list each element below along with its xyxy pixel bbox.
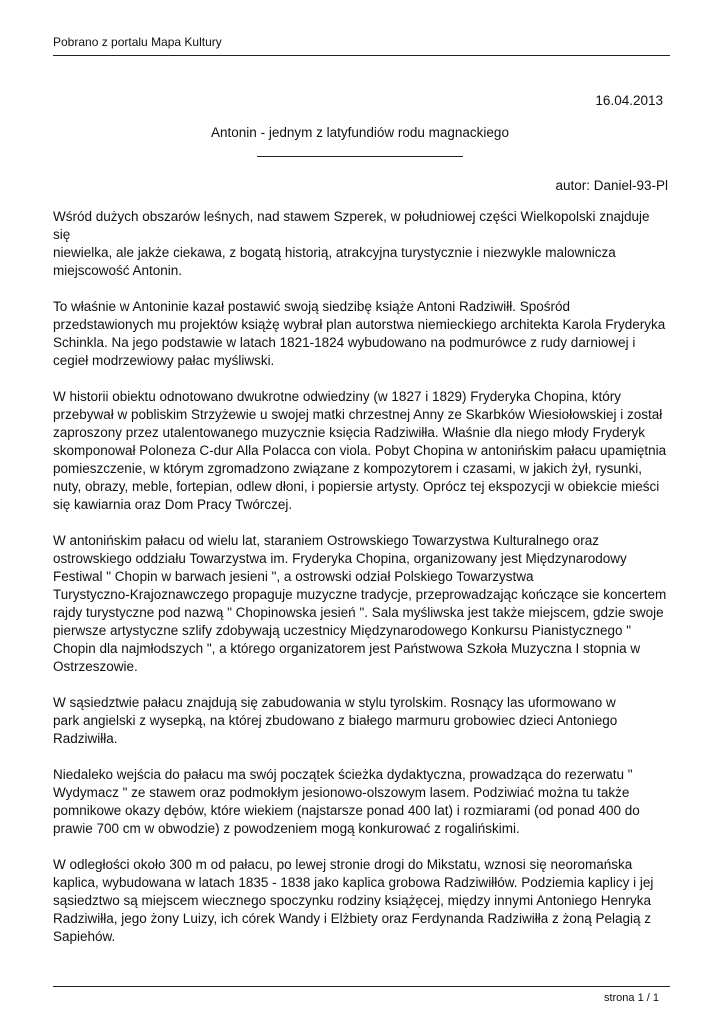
title-divider xyxy=(257,156,463,157)
footer-divider xyxy=(53,986,670,987)
paragraph-chapel: W odległości około 300 m od pałacu, po lewej stronie drogi do Mikstatu, wznosi się neoromańska kaplica, wybudowana w latach 1835 - 1838 jako kaplica grobowa Radziwiłłów. Podziemia kaplicy i jej sąsiedztwo są miejscem wiecznego spoczynku rodziny książęcej, między innymi Antoniego Henryka Radziwiłła, jego żony Luizy, ich córek Wandy i Elżbiety oraz Ferdynanda Radziwiłła z żoną Pelagią z Sapiehów. xyxy=(53,857,654,944)
paragraph-chopin-visits: W historii obiektu odnotowano dwukrotne odwiedziny (w 1827 i 1829) Fryderyka Chopina, który przebywał w pobliskim Strzyżewie u swojej matki chrzestnej Anny ze Skarbków Wiesiołowskiej i został zaproszony przez utalentowanego muzycznie księcia Radziwiłła. Właśnie dla niego młody Fryderyk skomponował Poloneza C-dur Alla Polacca con viola. Pobyt Chopina w antonińskim pałacu upamiętnia pomieszczenie, w którym zgromadzono związane z kompozytorem i czasami, w jakich żył, rysunki, nuty, obrazy, meble, fortepian, odlew dłoni, i popiersie artysty. Oprócz tej ekspozycji w obiekcie mieści się kawiarnia oraz Dom Pracy Twórczej. xyxy=(53,389,667,512)
paragraph-tyrolean-buildings: W sąsiedztwie pałacu znajdują się zabudowania w stylu tyrolskim. Rosnący las uformowano w park angielski z wysepką, na której zbudowano z białego marmuru grobowiec dzieci Antoniego Radziwiłła. xyxy=(53,695,618,746)
page-number: strona 1 / 1 xyxy=(603,992,659,1004)
header-divider xyxy=(53,55,670,56)
document-author: autor: Daniel-93-Pl xyxy=(555,178,668,193)
document-date: 16.04.2013 xyxy=(595,93,663,108)
article-body xyxy=(53,208,670,964)
header-source-label: Pobrano z portalu Mapa Kultury xyxy=(53,35,222,49)
paragraph-festival: W antonińskim pałacu od wielu lat, staraniem Ostrowskiego Towarzystwa Kulturalnego oraz ostrowskiego oddziału Towarzystwa im. Fryderyka Chopina, organizowany jest Międzynarodowy Festiwal " Chopin w barwach jesieni ", a ostrowski odział Polskiego Towarzystwa Turystyczno-Krajoznawczego propaguje muzyczne tradycje, przeprowadzając kończące sie koncertem rajdy turystyczne pod nazwą " Chopinowska jesień ". Sala myśliwska jest także miejscem, gdzie swoje pierwsze artystyczne szlify zdobywają uczestnicy Międzynarodowego Konkursu Pianistycznego " Chopin dla najmłodszych ", a którego organizatorem jest Państwowa Szkoła Muzyczna I stopnia w Ostrzeszowie. xyxy=(53,533,667,674)
paragraph-palace-origin: To właśnie w Antoninie kazał postawić swoją siedzibę książe Antoni Radziwiłł. Spośród przedstawionych mu projektów książę wybrał plan autorstwa niemieckiego architekta Karola Fryderyka Schinkla. Na jego podstawie w latach 1821-1824 wybudowano na podmurówce z rudy darniowej i cegieł modrzewiowy pałac myśliwski. xyxy=(53,299,666,368)
paragraph-nature-trail: Niedaleko wejścia do pałacu ma swój początek ścieżka dydaktyczna, prowadząca do rezerwatu " Wydymacz " ze stawem oraz podmokłym jesionowo-olszowym lasem. Podziwiać można tu także pomnikowe okazy dębów, które wiekiem (najstarsze ponad 400 lat) i rozmiarami (od ponad 400 do prawie 700 cm w obwodzie) z powodzeniem mogą konkurować z rogalińskimi. xyxy=(53,767,640,836)
paragraph-intro: Wśród dużych obszarów leśnych, nad stawem Szperek, w południowej części Wielkopolski znajduje się niewielka, ale jakże ciekawa, z bogatą historią, atrakcyjna turystycznie i niezwykle malownicza miejscowość Antonin. xyxy=(53,209,650,278)
document-title: Antonin - jednym z latyfundiów rodu magnackiego xyxy=(211,125,509,140)
